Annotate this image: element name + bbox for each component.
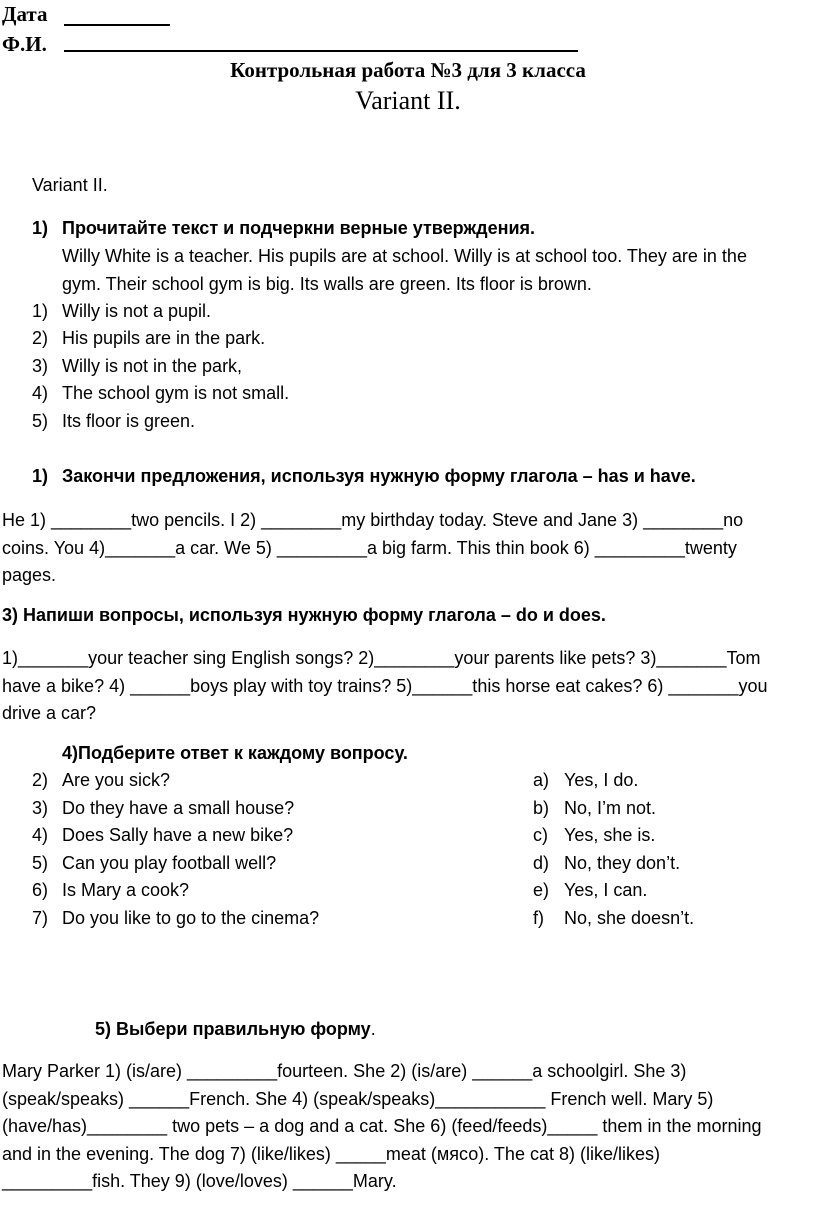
task1-item-number: 5) bbox=[32, 411, 49, 431]
task1-item-number: 2) bbox=[32, 328, 49, 348]
task4-question-number: 3) bbox=[32, 798, 49, 818]
task4-answer-letter: e) bbox=[533, 880, 550, 900]
page-title: Контрольная работа №3 для 3 класса bbox=[230, 58, 586, 82]
task4-answer: No, I’m not. bbox=[564, 798, 657, 818]
task3-text bbox=[2, 645, 768, 728]
task4-answer: Yes, I can. bbox=[564, 880, 648, 900]
task1-item-number: 3) bbox=[32, 356, 49, 376]
task4-question: Do they have a small house? bbox=[62, 798, 295, 818]
task4-heading: 4)Подберите ответ к каждому вопросу. bbox=[62, 743, 408, 763]
task1-item: His pupils are in the park. bbox=[62, 328, 266, 348]
task4-answer: Yes, I do. bbox=[564, 770, 639, 790]
task2-heading: Закончи предложения, используя нужную форму глагола – has и have. bbox=[62, 466, 696, 486]
task5-heading-text: 5) Выбери правильную форму bbox=[95, 1019, 371, 1039]
task4-answer-letter: c) bbox=[533, 825, 548, 845]
task5-line: (speak/speaks) ______French. She 4) (speak/speaks)___________ French well. Mary 5) bbox=[2, 1088, 714, 1109]
task2-line: He 1) ________two pencils. I 2) ________my birthday today. Steve and Jane 3) ________no bbox=[2, 510, 744, 530]
task4-question-number: 6) bbox=[32, 880, 49, 900]
task2-text bbox=[2, 507, 743, 590]
task4-question-number: 5) bbox=[32, 853, 49, 873]
task1-item: Willy is not in the park, bbox=[62, 356, 243, 376]
task4-question: Can you play football well? bbox=[62, 853, 277, 873]
name-blank bbox=[64, 50, 578, 52]
task4-question: Do you like to go to the cinema? bbox=[62, 908, 320, 928]
task2-line: pages. bbox=[2, 565, 57, 585]
task1-number: 1) bbox=[32, 218, 49, 238]
task1-text-line: Willy White is a teacher. His pupils are at school. Willy is at school too. They are in the bbox=[62, 246, 747, 266]
date-label: Дата bbox=[2, 2, 48, 26]
task4-answer-letter: d) bbox=[533, 853, 550, 873]
task4-question: Does Sally have a new bike? bbox=[62, 825, 294, 845]
task4-answer: No, she doesn’t. bbox=[564, 908, 695, 928]
task5-line: Mary Parker 1) (is/are) _________fourteen. She 2) (is/are) ______a schoolgirl. She 3) bbox=[2, 1061, 687, 1081]
task3-line: drive a car? bbox=[2, 703, 97, 723]
task2-number: 1) bbox=[32, 466, 49, 486]
name-label: Ф.И. bbox=[2, 32, 47, 56]
task4-question: Is Mary a cook? bbox=[62, 880, 190, 900]
task4-question-number: 2) bbox=[32, 770, 49, 790]
variant-heading: Variant II. bbox=[355, 86, 461, 115]
task5-heading bbox=[95, 1019, 376, 1040]
task4-answer-letter: f) bbox=[533, 908, 544, 928]
task1-text bbox=[62, 243, 747, 298]
variant-label: Variant II. bbox=[32, 175, 108, 195]
task3-line: 1)_______your teacher sing English songs? 2)________your parents like pets? 3)_______Tom bbox=[2, 648, 761, 668]
task5-line: (have/has)________ two pets – a dog and a cat. She 6) (feed/feeds)_____ them in the morning bbox=[2, 1116, 762, 1136]
task4-answer: No, they don’t. bbox=[564, 853, 681, 873]
task5-line: _________fish. They 9) (love/loves) ______Mary. bbox=[2, 1171, 397, 1191]
task4-question-number: 7) bbox=[32, 908, 49, 928]
task1-item-number: 1) bbox=[32, 301, 49, 321]
task2-line: coins. You 4)_______a car. We 5) _________a big farm. This thin book 6) _________twenty bbox=[2, 537, 737, 558]
task3-line: have a bike? 4) ______boys play with toy trains? 5)______this horse eat cakes? 6) _______you bbox=[2, 675, 768, 696]
task1-item: Willy is not a pupil. bbox=[62, 301, 212, 321]
task5-text bbox=[2, 1058, 762, 1196]
task4-answer: Yes, she is. bbox=[564, 825, 656, 845]
task1-item: Its floor is green. bbox=[62, 411, 196, 431]
task5-heading-period: . bbox=[370, 1019, 376, 1039]
task4-question: Are you sick? bbox=[62, 770, 171, 790]
task4-answer-letter: b) bbox=[533, 798, 550, 818]
task1-heading: Прочитайте текст и подчеркни верные утверждения. bbox=[62, 218, 536, 238]
task1-text-line: gym. Their school gym is big. Its walls are green. Its floor is brown. bbox=[62, 273, 592, 294]
task4-answer-letter: a) bbox=[533, 770, 550, 790]
task5-line: and in the evening. The dog 7) (like/likes) _____meat (мясо). The cat 8) (like/likes) bbox=[2, 1143, 660, 1164]
date-blank bbox=[64, 24, 170, 26]
task1-item-number: 4) bbox=[32, 383, 49, 403]
task3-heading: 3) Напиши вопросы, используя нужную форму глагола – do и does. bbox=[2, 605, 606, 625]
task1-item: The school gym is not small. bbox=[62, 383, 290, 403]
task4-question-number: 4) bbox=[32, 825, 49, 845]
